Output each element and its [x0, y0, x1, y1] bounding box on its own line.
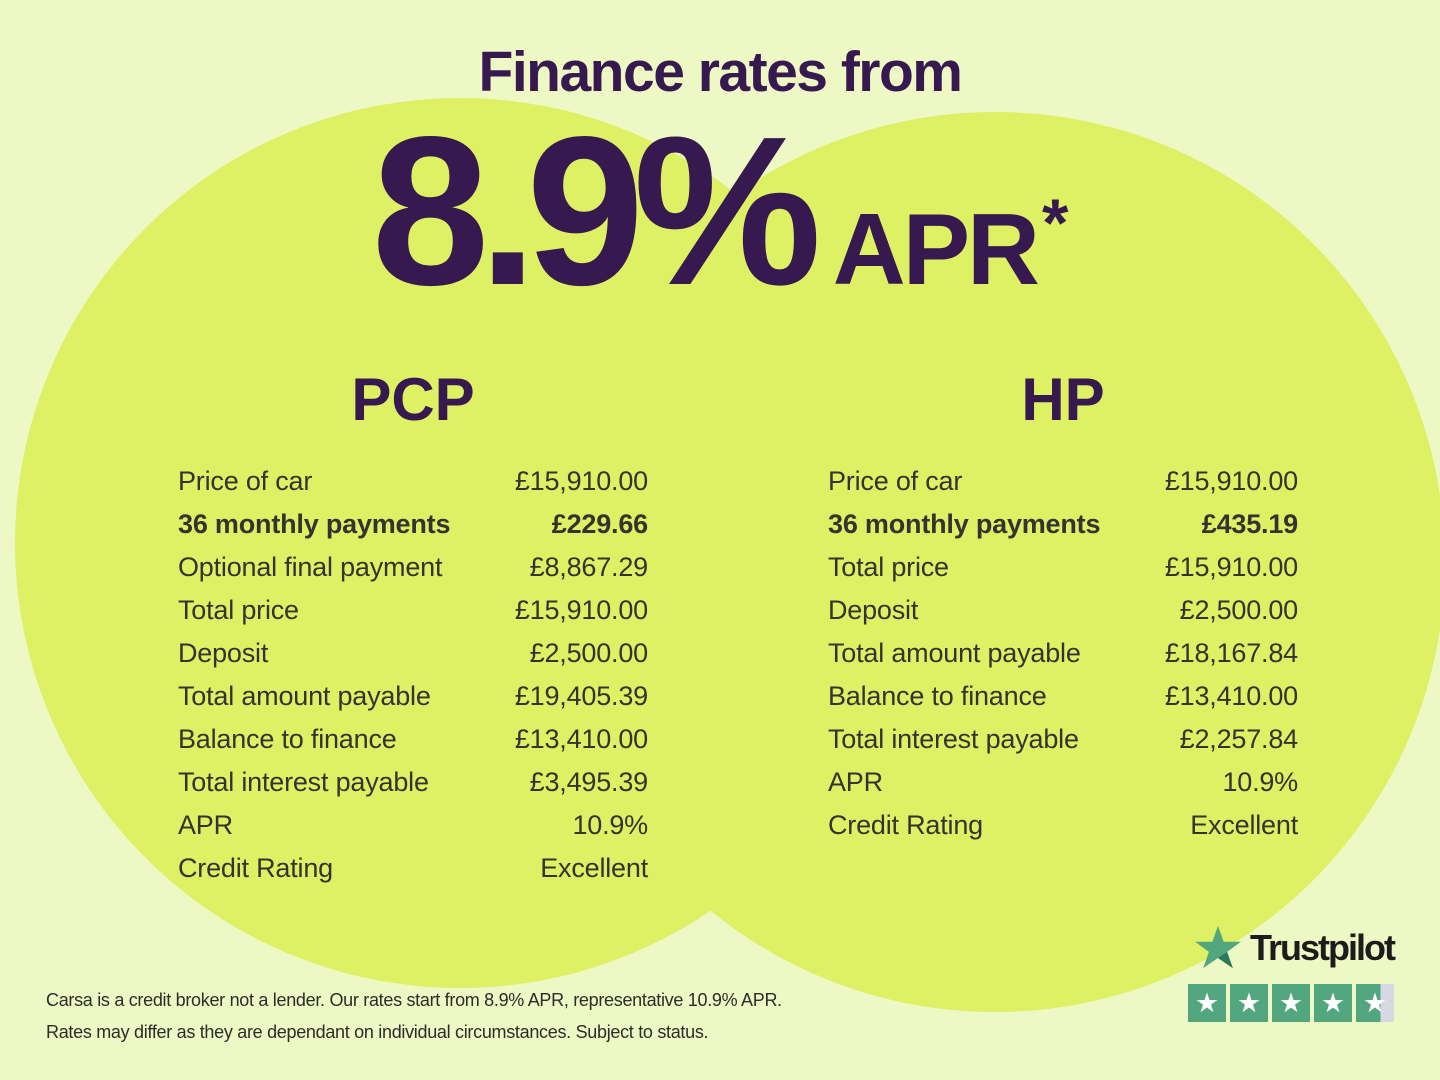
pcp-heading: PCP	[351, 366, 475, 433]
pcp-table	[178, 366, 648, 890]
row-value: £15,910.00	[1164, 466, 1298, 496]
row-label: 36 monthly payments	[178, 509, 451, 539]
table-row	[178, 804, 648, 847]
row-value: £3,495.39	[529, 767, 648, 797]
hp-heading: HP	[1021, 366, 1105, 433]
row-label: Deposit	[178, 638, 269, 668]
row-value: 10.9%	[572, 810, 648, 840]
table-row	[828, 503, 1298, 546]
row-value: £15,910.00	[1164, 552, 1298, 582]
row-label: Total amount payable	[828, 638, 1081, 668]
rating-star-icon: ★	[1314, 984, 1352, 1022]
table-row	[828, 718, 1298, 761]
disclaimer-line: Carsa is a credit broker not a lender. Our rates start from 8.9% APR, representative 10.9% APR.	[46, 990, 782, 1010]
row-value: £13,410.00	[1164, 681, 1298, 711]
page-title: Finance rates from	[478, 40, 962, 104]
row-label: Deposit	[828, 595, 919, 625]
table-row	[178, 718, 648, 761]
table-row	[178, 460, 648, 503]
row-label: Credit Rating	[178, 853, 333, 883]
trustpilot-star-icon	[1195, 926, 1241, 970]
row-label: APR	[178, 810, 233, 840]
disclaimer-line: Rates may differ as they are dependant on individual circumstances. Subject to status.	[46, 1022, 709, 1042]
row-value: £2,500.00	[1179, 595, 1298, 625]
row-label: Total price	[178, 595, 299, 625]
row-value: £15,910.00	[514, 466, 648, 496]
disclaimer	[46, 984, 782, 1048]
table-row	[828, 546, 1298, 589]
row-label: Balance to finance	[828, 681, 1047, 711]
row-label: Credit Rating	[828, 810, 983, 840]
headline-rate	[0, 92, 1440, 329]
row-value: £18,167.84	[1164, 638, 1298, 668]
rate-apr-label: APR	[832, 194, 1037, 306]
rating-star-icon: ★	[1188, 984, 1226, 1022]
row-value: £229.66	[551, 509, 648, 539]
row-value: Excellent	[540, 853, 648, 883]
table-row	[178, 632, 648, 675]
table-row	[828, 804, 1298, 847]
row-label: Price of car	[178, 466, 313, 496]
row-value: £2,257.84	[1179, 724, 1298, 754]
table-row	[178, 503, 648, 546]
row-value: £8,867.29	[529, 552, 648, 582]
rating-star-icon: ★	[1272, 984, 1310, 1022]
finance-tables	[178, 366, 1298, 890]
trustpilot-header	[1195, 926, 1394, 970]
row-value: £13,410.00	[514, 724, 648, 754]
row-label: APR	[828, 767, 883, 797]
trustpilot-wordmark: Trustpilot	[1250, 927, 1394, 968]
row-label: Total amount payable	[178, 681, 431, 711]
table-row	[828, 460, 1298, 503]
table-row	[178, 589, 648, 632]
rate-asterisk: *	[1042, 185, 1069, 261]
row-label: Total interest payable	[828, 724, 1079, 754]
row-value: 10.9%	[1222, 767, 1298, 797]
trustpilot-rating-stars	[1188, 984, 1394, 1022]
table-row	[828, 632, 1298, 675]
rate-value: 8.9%	[371, 92, 811, 329]
rating-star-icon: ★	[1230, 984, 1268, 1022]
row-value: £15,910.00	[514, 595, 648, 625]
table-row	[828, 675, 1298, 718]
row-label: Optional final payment	[178, 552, 443, 582]
row-label: Total interest payable	[178, 767, 429, 797]
row-value: £435.19	[1201, 509, 1298, 539]
row-value: £2,500.00	[529, 638, 648, 668]
row-label: Balance to finance	[178, 724, 397, 754]
hp-table	[828, 366, 1298, 890]
row-label: Price of car	[828, 466, 963, 496]
row-label: Total price	[828, 552, 949, 582]
table-row	[178, 761, 648, 804]
table-row	[178, 847, 648, 890]
trustpilot-badge	[1188, 926, 1394, 1022]
row-value: £19,405.39	[514, 681, 648, 711]
table-row	[178, 675, 648, 718]
table-row	[828, 761, 1298, 804]
row-label: 36 monthly payments	[828, 509, 1101, 539]
row-value: Excellent	[1190, 810, 1298, 840]
table-row	[828, 589, 1298, 632]
table-row	[178, 546, 648, 589]
rating-star-partial-icon: ★	[1356, 984, 1394, 1022]
